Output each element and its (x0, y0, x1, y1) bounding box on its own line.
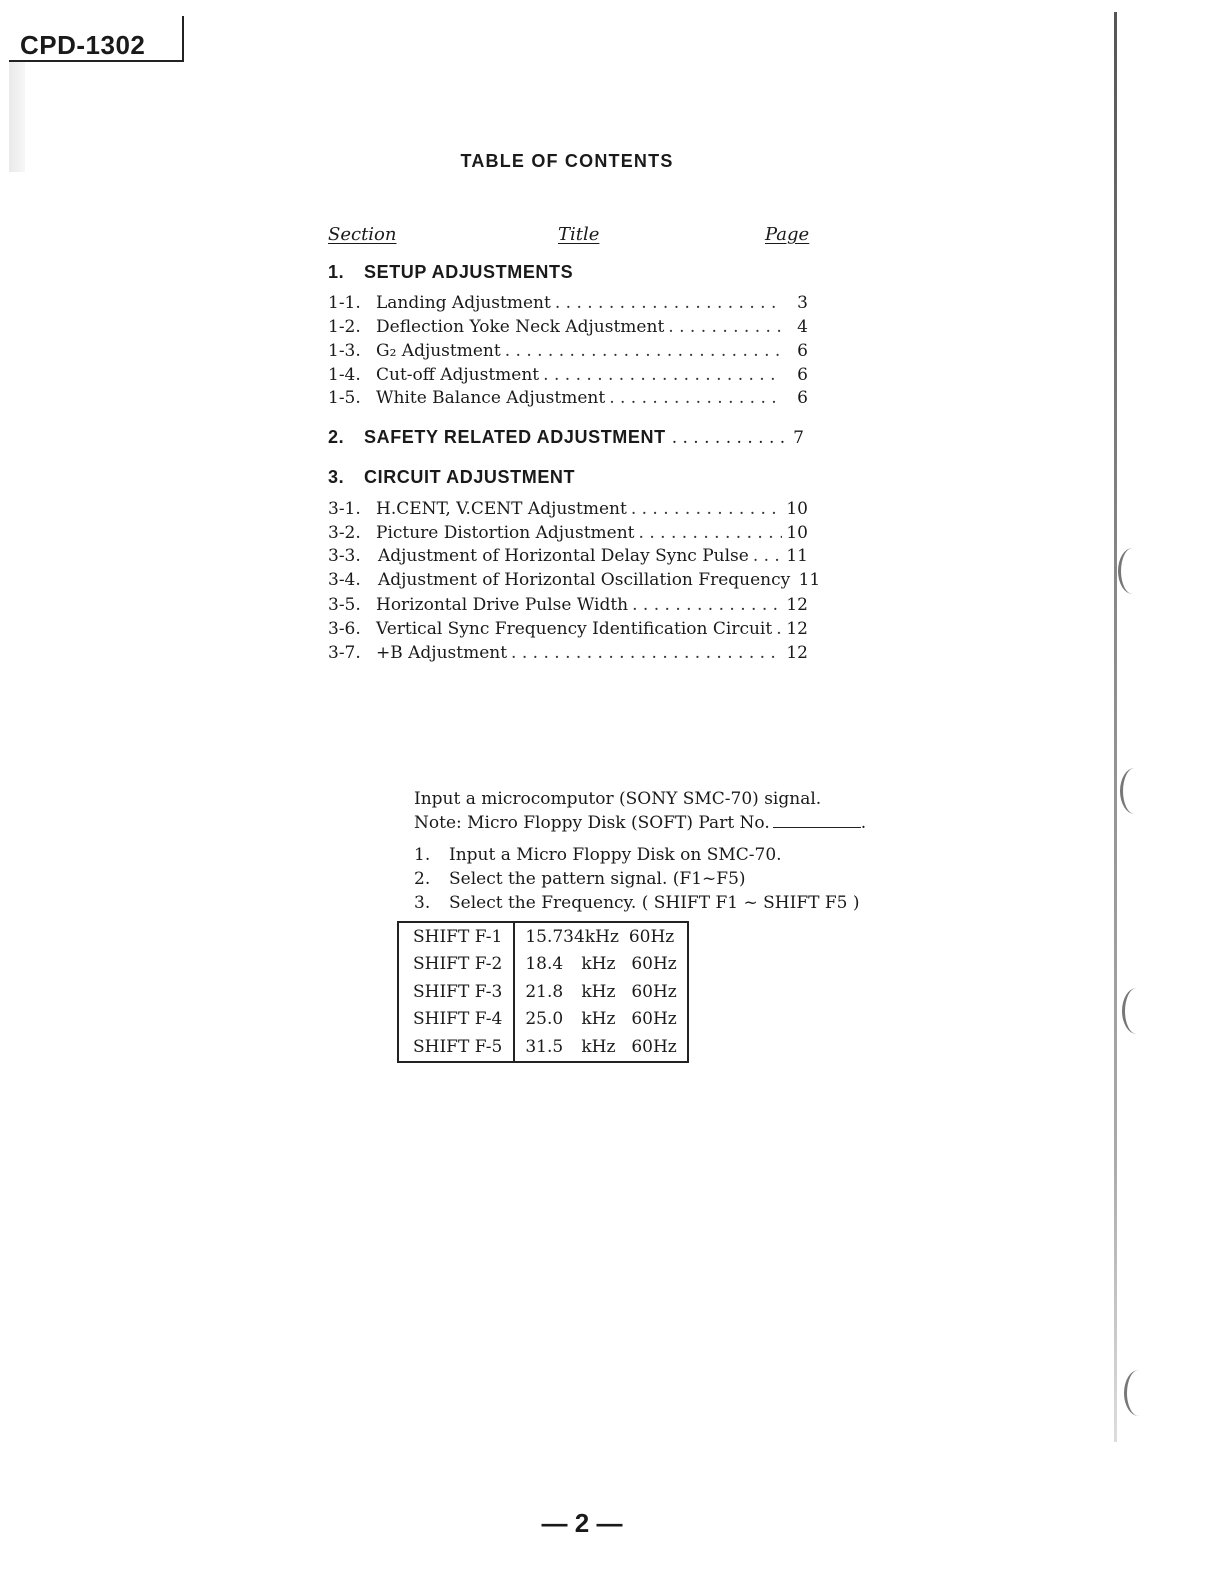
section-heading (328, 262, 573, 283)
section-number: 2. (328, 427, 345, 447)
table-row (398, 978, 688, 1006)
section-number: 1. (328, 262, 345, 282)
page-number: — 2 — (541, 1508, 623, 1538)
dot-leader (609, 388, 782, 408)
toc-entry[interactable] (328, 499, 808, 523)
entry-page: 7 (793, 428, 804, 448)
shift-key-cell: SHIFT F-1 (398, 922, 514, 951)
frequency-cell (514, 922, 687, 951)
entry-page: 12 (786, 619, 808, 639)
entry-title: H.CENT, V.CENT Adjustment (376, 499, 627, 519)
entry-title: Vertical Sync Frequency Identification Circuit (376, 619, 773, 639)
part-number-note (414, 813, 866, 833)
step-text: Select the pattern signal. (F1~F5) (449, 869, 746, 889)
part-number-blank (773, 827, 861, 828)
hfreq-value: 31.5 (525, 1036, 564, 1057)
entry-title: Deflection Yoke Neck Adjustment (376, 317, 665, 337)
toc-entry[interactable] (328, 570, 821, 594)
frequency-table (397, 921, 689, 1063)
frequency-cell (514, 1006, 687, 1034)
frequency-cell (514, 978, 687, 1006)
entry-number: 3-1. (328, 499, 361, 519)
hfreq-unit: kHz (581, 1036, 616, 1057)
entry-title: Horizontal Drive Pulse Width (376, 595, 629, 615)
part-number-label: Note: Micro Floppy Disk (SOFT) Part No. (414, 813, 770, 833)
input-note-line: Input a microcomputor (SONY SMC-70) signal. (414, 789, 822, 809)
entry-number: 3-3. (328, 546, 361, 566)
column-header-section: Section (328, 224, 397, 245)
dot-leader (776, 619, 782, 639)
binding-ring (1120, 768, 1149, 814)
procedure-step (414, 869, 746, 889)
shift-key-cell: SHIFT F-2 (398, 951, 514, 979)
table-row (398, 922, 688, 951)
toc-entry[interactable] (328, 365, 808, 389)
hfreq-value: 15.734 (525, 926, 585, 947)
entry-title: +B Adjustment (376, 643, 508, 663)
entry-page: 6 (797, 365, 808, 385)
hfreq-unit: kHz (581, 1009, 616, 1030)
entry-number: 3-7. (328, 643, 361, 663)
toc-entry-safety[interactable] (328, 427, 804, 451)
entry-page: 12 (786, 643, 808, 663)
section-title: CIRCUIT ADJUSTMENT (364, 467, 576, 487)
entry-page: 11 (786, 546, 808, 566)
column-header-title: Title (558, 224, 600, 245)
column-header-page: Page (765, 224, 810, 245)
toc-entry[interactable] (328, 546, 808, 570)
entry-page: 10 (786, 523, 808, 543)
frequency-cell (514, 951, 687, 979)
step-text: Input a Micro Floppy Disk on SMC-70. (449, 845, 782, 865)
entry-page: 3 (797, 293, 808, 313)
entry-title: Cut-off Adjustment (376, 365, 540, 385)
entry-title: Landing Adjustment (376, 293, 551, 313)
hfreq-value: 18.4 (525, 954, 564, 975)
dot-leader (555, 293, 782, 313)
binding-ring (1118, 548, 1147, 594)
dot-leader (753, 546, 782, 566)
entry-title: G₂ Adjustment (376, 341, 501, 361)
dot-leader (631, 499, 782, 519)
part-number-end: . (860, 813, 867, 833)
entry-title: Picture Distortion Adjustment (376, 523, 635, 543)
dot-leader (668, 317, 782, 337)
binding-ring (1122, 988, 1151, 1034)
toc-entry[interactable] (328, 643, 808, 667)
entry-page: 11 (798, 570, 821, 590)
toc-entry[interactable] (328, 595, 808, 619)
entry-title: Adjustment of Horizontal Delay Sync Pulse (378, 546, 749, 566)
model-tab (9, 16, 184, 62)
entry-page: 6 (797, 341, 808, 361)
step-number: 2. (414, 869, 431, 889)
toc-entry[interactable] (328, 523, 808, 547)
entry-page: 10 (786, 499, 808, 519)
toc-entry[interactable] (328, 293, 808, 317)
entry-number: 3-2. (328, 523, 361, 543)
section-heading (328, 467, 575, 488)
entry-page: 6 (797, 388, 808, 408)
binding-edge (1114, 12, 1117, 1442)
entry-page: 4 (797, 317, 808, 337)
entry-number: 1-5. (328, 388, 361, 408)
procedure-step (414, 845, 782, 865)
toc-entry[interactable] (328, 341, 808, 365)
table-row (398, 951, 688, 979)
section-heading (328, 427, 666, 448)
toc-entry[interactable] (328, 619, 808, 643)
entry-number: 1-3. (328, 341, 361, 361)
vfreq-value: 60Hz (631, 954, 677, 975)
dot-leader (632, 595, 782, 615)
toc-title: TABLE OF CONTENTS (460, 151, 674, 171)
vfreq-value: 60Hz (628, 926, 675, 947)
step-number: 3. (414, 893, 431, 913)
toc-entry[interactable] (328, 388, 808, 412)
section-title: SETUP ADJUSTMENTS (364, 262, 574, 282)
step-number: 1. (414, 845, 431, 865)
hfreq-unit: kHz (581, 981, 616, 1002)
table-row (398, 1033, 688, 1062)
dot-leader (639, 523, 782, 543)
binding-ring (1124, 1370, 1153, 1416)
dot-leader (511, 643, 782, 663)
vfreq-value: 60Hz (631, 981, 677, 1002)
frequency-cell (514, 1033, 687, 1062)
table-row (398, 1006, 688, 1034)
hfreq-unit: kHz (581, 954, 616, 975)
entry-number: 3-6. (328, 619, 361, 639)
shift-key-cell: SHIFT F-4 (398, 1006, 514, 1034)
procedure-step (414, 893, 860, 913)
section-number: 3. (328, 467, 345, 487)
entry-number: 3-4. (328, 570, 361, 590)
entry-title: Adjustment of Horizontal Oscillation Frequency (378, 570, 791, 590)
entry-number: 1-4. (328, 365, 361, 385)
step-text: Select the Frequency. ( SHIFT F1 ~ SHIFT F5 ) (449, 893, 860, 913)
entry-title: White Balance Adjustment (376, 388, 606, 408)
vfreq-value: 60Hz (631, 1009, 677, 1030)
dot-leader (543, 365, 782, 385)
hfreq-value: 21.8 (525, 981, 564, 1002)
dot-leader (672, 428, 787, 448)
entry-page: 12 (786, 595, 808, 615)
shift-key-cell: SHIFT F-3 (398, 978, 514, 1006)
shift-key-cell: SHIFT F-5 (398, 1033, 514, 1062)
section-title: SAFETY RELATED ADJUSTMENT (364, 427, 666, 447)
entry-number: 1-1. (328, 293, 361, 313)
toc-entry[interactable] (328, 317, 808, 341)
hfreq-unit: kHz (584, 926, 619, 947)
entry-number: 3-5. (328, 595, 361, 615)
entry-number: 1-2. (328, 317, 361, 337)
vfreq-value: 60Hz (631, 1036, 677, 1057)
model-number: CPD-1302 (20, 30, 146, 60)
dot-leader (505, 341, 782, 361)
hfreq-value: 25.0 (525, 1009, 564, 1030)
